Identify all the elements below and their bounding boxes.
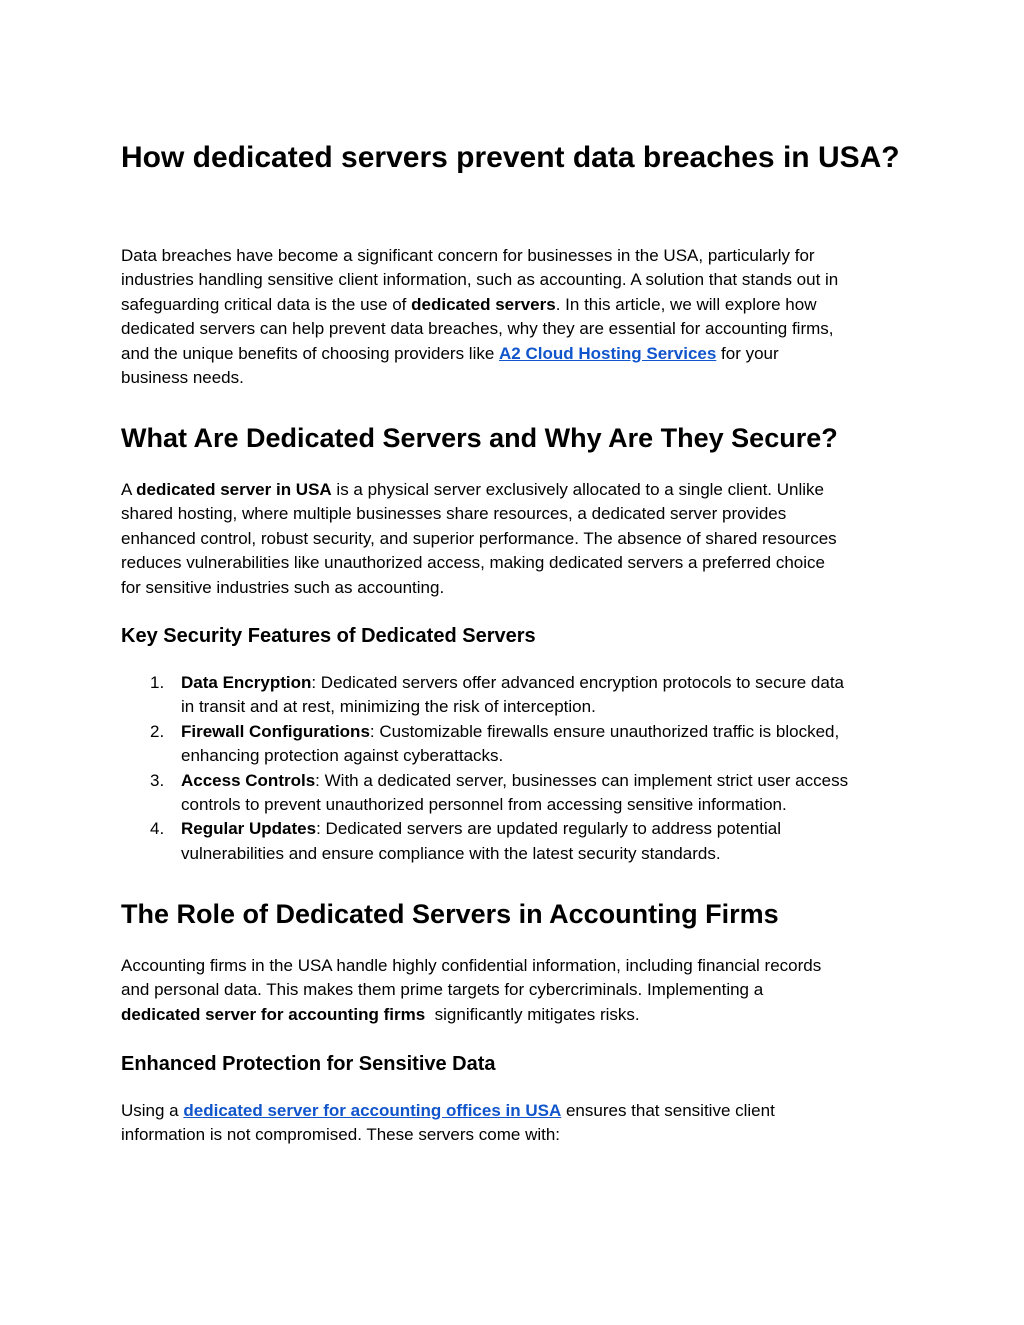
list-item-term: Firewall Configurations <box>181 721 370 741</box>
page-title: How dedicated servers prevent data breaches in USA? <box>121 141 900 174</box>
list-item-text: : With a dedicated server, businesses can implement strict user access <box>315 770 849 790</box>
list-item-term: Regular Updates <box>181 819 317 839</box>
list-item <box>121 769 911 818</box>
section1-line-3: enhanced control, robust security, and superior performance. The absence of shared resources <box>121 528 837 548</box>
section1-line-4: reduces vulnerabilities like unauthorized access, making dedicated servers a preferred choice <box>121 553 825 573</box>
section2-line-3 <box>121 1003 911 1027</box>
section2-line-3-end: significantly mitigates risks. <box>425 1004 640 1024</box>
section3-paragraph <box>121 1099 911 1148</box>
list-item-text: : Dedicated servers offer advanced encryption protocols to secure data <box>311 673 845 692</box>
list-item-line-1 <box>181 817 911 841</box>
intro-line-4: dedicated servers can help prevent data breaches, why they are essential for accounting firms, <box>121 319 834 339</box>
list-number: 4. <box>150 819 165 839</box>
dedicated-server-for-accounting-firms-bold: dedicated server for accounting firms <box>121 1004 426 1024</box>
section2-paragraph <box>121 954 911 1027</box>
subheading-enhanced-protection: Enhanced Protection for Sensitive Data <box>121 1053 496 1075</box>
section1-line-5: for sensitive industries such as accounting. <box>121 577 445 597</box>
intro-line-2: industries handling sensitive client information, such as accounting. A solution that stands out in <box>121 270 839 290</box>
intro-line-5-end: for your <box>716 343 779 363</box>
section1-line-1-end: is a physical server exclusively allocated to a single client. Unlike <box>331 480 824 499</box>
intro-line-3-start: safeguarding critical data is the use of <box>121 294 412 314</box>
subheading-key-security-features: Key Security Features of Dedicated Servers <box>121 625 536 647</box>
section1-paragraph <box>121 478 911 600</box>
intro-line-5 <box>121 342 911 366</box>
list-item <box>121 817 911 866</box>
section3-line-1-end: ensures that sensitive client <box>561 1101 775 1120</box>
intro-line-5-start: and the unique benefits of choosing providers like <box>121 343 500 363</box>
section2-line-1: Accounting firms in the USA handle highly confidential information, including financial records <box>121 956 822 975</box>
section-heading-what-are-dedicated-servers: What Are Dedicated Servers and Why Are They Secure? <box>121 423 838 453</box>
list-item-line-1 <box>181 769 911 793</box>
dedicated-server-in-usa-bold: dedicated server in USA <box>136 480 332 499</box>
intro-paragraph <box>121 244 911 390</box>
list-number: 1. <box>150 673 165 692</box>
list-item <box>121 671 911 720</box>
intro-line-3-end: . In this article, we will explore how <box>555 294 817 314</box>
list-number: 3. <box>150 770 165 790</box>
list-item-line-2: in transit and at rest, minimizing the risk of interception. <box>181 697 596 717</box>
list-item <box>121 720 911 769</box>
intro-line-6: business needs. <box>121 368 244 388</box>
security-features-list <box>121 671 911 866</box>
section1-line-1-start: A <box>121 480 137 499</box>
list-item-line-2: vulnerabilities and ensure compliance with the latest security standards. <box>181 843 721 863</box>
list-item-term: Data Encryption <box>181 673 312 692</box>
list-number: 2. <box>150 721 165 741</box>
section3-line-1 <box>121 1099 911 1123</box>
list-item-text: : Dedicated servers are updated regularly to address potential <box>316 819 782 839</box>
list-item-line-2: controls to prevent unauthorized personnel from accessing sensitive information. <box>181 795 787 815</box>
list-item-line-1 <box>181 671 911 695</box>
intro-line-3 <box>121 293 911 317</box>
section3-line-1-start: Using a <box>121 1101 184 1120</box>
list-item-line-2: enhancing protection against cyberattacks. <box>181 746 504 766</box>
section1-line-2: shared hosting, where multiple businesses share resources, a dedicated server provides <box>121 504 787 524</box>
list-item-term: Access Controls <box>181 770 316 790</box>
intro-line-1: Data breaches have become a significant concern for businesses in the USA, particularly for <box>121 246 815 265</box>
section-heading-role-in-accounting-firms: The Role of Dedicated Servers in Accounting Firms <box>121 899 779 929</box>
section2-line-2: and personal data. This makes them prime targets for cybercriminals. Implementing a <box>121 980 764 1000</box>
list-item-line-1 <box>181 720 911 744</box>
section3-line-2: information is not compromised. These servers come with: <box>121 1125 561 1145</box>
a2-cloud-hosting-link[interactable]: A2 Cloud Hosting Services <box>499 343 717 363</box>
list-item-text: : Customizable firewalls ensure unauthorized traffic is blocked, <box>369 721 840 741</box>
dedicated-servers-bold: dedicated servers <box>411 294 556 314</box>
dedicated-server-accounting-offices-link[interactable]: dedicated server for accounting offices in USA <box>183 1101 562 1120</box>
section1-line-1 <box>121 478 911 502</box>
